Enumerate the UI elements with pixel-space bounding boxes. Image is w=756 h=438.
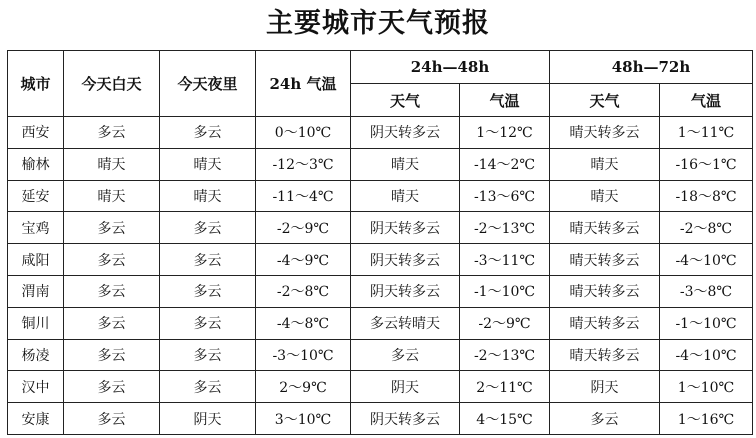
- cell-temp-24h: -2～8℃: [256, 275, 351, 307]
- header-period-24-48: 24h—48h: [351, 51, 550, 84]
- cell-weather-48h: 晴天: [351, 148, 460, 180]
- cell-temp-72h: 1～11℃: [660, 117, 753, 149]
- cell-weather-48h: 阴天: [351, 371, 460, 403]
- cell-weather-48h: 阴天转多云: [351, 244, 460, 276]
- cell-temp-48h: -2～9℃: [460, 307, 550, 339]
- cell-night-weather: 多云: [160, 244, 256, 276]
- cell-weather-72h: 晴天转多云: [550, 117, 660, 149]
- cell-temp-72h: -1～10℃: [660, 307, 753, 339]
- cell-night-weather: 多云: [160, 212, 256, 244]
- table-row: [8, 275, 753, 307]
- cell-weather-72h: 晴天转多云: [550, 244, 660, 276]
- cell-night-weather: 多云: [160, 307, 256, 339]
- cell-temp-24h: -2～9℃: [256, 212, 351, 244]
- cell-city: 榆林: [8, 148, 64, 180]
- table-row: [8, 180, 753, 212]
- table-row: [8, 403, 753, 435]
- cell-city: 咸阳: [8, 244, 64, 276]
- cell-weather-72h: 多云: [550, 403, 660, 435]
- header-temp-24h: 24h 气温: [256, 51, 351, 117]
- cell-day-weather: 晴天: [64, 180, 160, 212]
- cell-night-weather: 阴天: [160, 403, 256, 435]
- cell-temp-24h: -11～4℃: [256, 180, 351, 212]
- cell-temp-72h: 1～16℃: [660, 403, 753, 435]
- header-city: 城市: [8, 51, 64, 117]
- cell-temp-48h: 4～15℃: [460, 403, 550, 435]
- cell-weather-72h: 晴天转多云: [550, 212, 660, 244]
- cell-temp-48h: -13～6℃: [460, 180, 550, 212]
- header-weather-48: 天气: [351, 84, 460, 117]
- cell-day-weather: 多云: [64, 212, 160, 244]
- cell-city: 宝鸡: [8, 212, 64, 244]
- weather-forecast-table: [7, 50, 753, 435]
- cell-city: 渭南: [8, 275, 64, 307]
- cell-day-weather: 多云: [64, 244, 160, 276]
- cell-city: 汉中: [8, 371, 64, 403]
- cell-night-weather: 晴天: [160, 148, 256, 180]
- cell-city: 安康: [8, 403, 64, 435]
- cell-temp-48h: -2～13℃: [460, 212, 550, 244]
- cell-temp-72h: -16～1℃: [660, 148, 753, 180]
- cell-temp-24h: 2～9℃: [256, 371, 351, 403]
- table-row: [8, 307, 753, 339]
- cell-day-weather: 多云: [64, 307, 160, 339]
- cell-temp-24h: -12～3℃: [256, 148, 351, 180]
- cell-temp-24h: -4～9℃: [256, 244, 351, 276]
- cell-night-weather: 多云: [160, 117, 256, 149]
- cell-temp-72h: -18～8℃: [660, 180, 753, 212]
- cell-weather-48h: 多云转晴天: [351, 307, 460, 339]
- cell-night-weather: 多云: [160, 339, 256, 371]
- cell-temp-72h: 1～10℃: [660, 371, 753, 403]
- cell-temp-72h: -4～10℃: [660, 339, 753, 371]
- table-row: [8, 339, 753, 371]
- cell-day-weather: 晴天: [64, 148, 160, 180]
- cell-day-weather: 多云: [64, 371, 160, 403]
- header-today-day: 今天白天: [64, 51, 160, 117]
- cell-city: 铜川: [8, 307, 64, 339]
- cell-temp-72h: -3～8℃: [660, 275, 753, 307]
- cell-weather-72h: 晴天转多云: [550, 339, 660, 371]
- cell-city: 延安: [8, 180, 64, 212]
- cell-city: 西安: [8, 117, 64, 149]
- cell-weather-48h: 阴天转多云: [351, 275, 460, 307]
- header-today-night: 今天夜里: [160, 51, 256, 117]
- cell-day-weather: 多云: [64, 403, 160, 435]
- table-row: [8, 371, 753, 403]
- page-title: 主要城市天气预报: [266, 8, 490, 39]
- cell-temp-48h: 2～11℃: [460, 371, 550, 403]
- cell-night-weather: 多云: [160, 275, 256, 307]
- header-temp-48: 气温: [460, 84, 550, 117]
- cell-temp-48h: 1～12℃: [460, 117, 550, 149]
- table-row: [8, 244, 753, 276]
- cell-day-weather: 多云: [64, 117, 160, 149]
- cell-city: 杨凌: [8, 339, 64, 371]
- cell-weather-48h: 晴天: [351, 180, 460, 212]
- header-weather-72: 天气: [550, 84, 660, 117]
- cell-temp-24h: -4～8℃: [256, 307, 351, 339]
- cell-temp-48h: -3～11℃: [460, 244, 550, 276]
- cell-weather-48h: 阴天转多云: [351, 403, 460, 435]
- cell-weather-48h: 阴天转多云: [351, 117, 460, 149]
- cell-temp-24h: -3～10℃: [256, 339, 351, 371]
- table-row: [8, 117, 753, 149]
- cell-weather-72h: 阴天: [550, 371, 660, 403]
- header-temp-72: 气温: [660, 84, 753, 117]
- cell-weather-72h: 晴天转多云: [550, 307, 660, 339]
- cell-night-weather: 多云: [160, 371, 256, 403]
- cell-temp-48h: -2～13℃: [460, 339, 550, 371]
- cell-weather-48h: 多云: [351, 339, 460, 371]
- header-period-48-72: 48h—72h: [550, 51, 753, 84]
- table-row: [8, 148, 753, 180]
- cell-weather-72h: 晴天: [550, 180, 660, 212]
- cell-day-weather: 多云: [64, 275, 160, 307]
- cell-temp-72h: -2～8℃: [660, 212, 753, 244]
- cell-temp-48h: -14～2℃: [460, 148, 550, 180]
- header-row-1: [8, 51, 753, 84]
- cell-day-weather: 多云: [64, 339, 160, 371]
- cell-night-weather: 晴天: [160, 180, 256, 212]
- cell-weather-72h: 晴天转多云: [550, 275, 660, 307]
- cell-temp-48h: -1～10℃: [460, 275, 550, 307]
- cell-temp-24h: 3～10℃: [256, 403, 351, 435]
- cell-weather-48h: 阴天转多云: [351, 212, 460, 244]
- cell-temp-72h: -4～10℃: [660, 244, 753, 276]
- table-row: [8, 212, 753, 244]
- cell-temp-24h: 0～10℃: [256, 117, 351, 149]
- cell-weather-72h: 晴天: [550, 148, 660, 180]
